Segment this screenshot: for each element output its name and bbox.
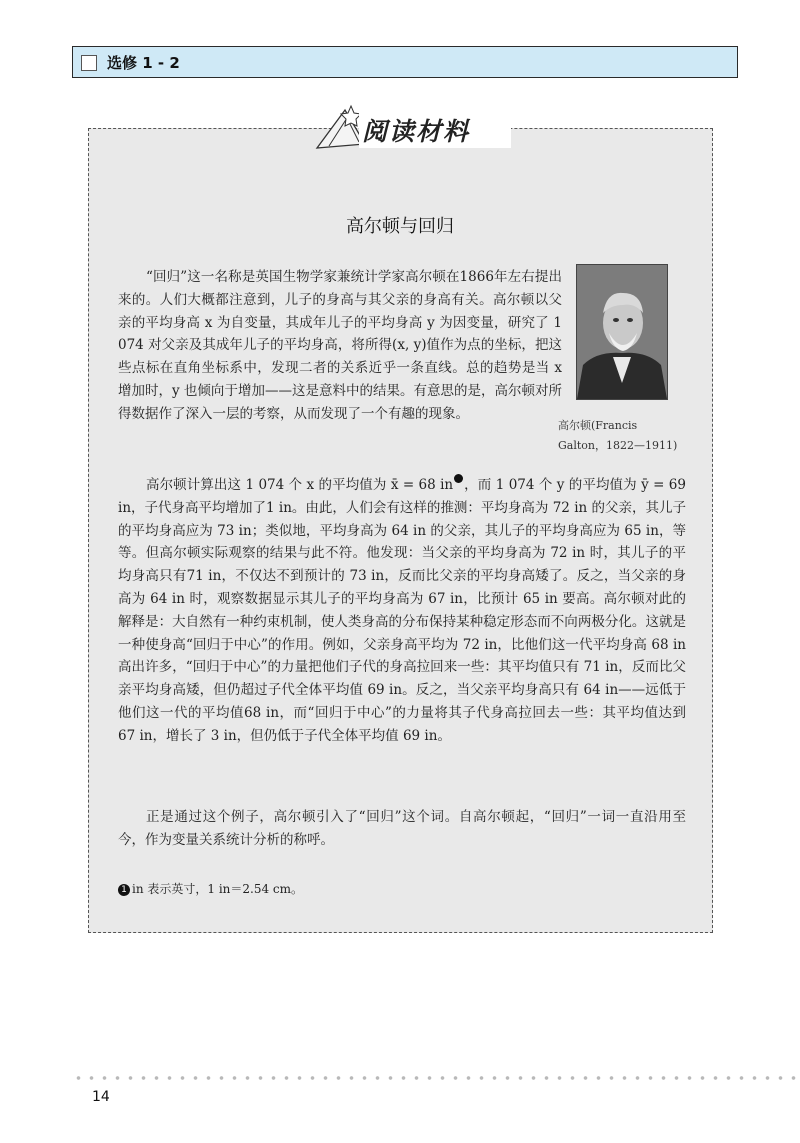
banner-title: 阅读材料: [362, 117, 471, 146]
header-square-icon: [81, 55, 97, 71]
header-bar: [72, 46, 738, 78]
portrait-caption: 高尔顿(Francis Galton，1822—1911): [558, 419, 678, 452]
footnote-marker: 1: [118, 884, 130, 896]
footnote: [118, 880, 303, 897]
galton-portrait: [576, 264, 668, 400]
article-title: 高尔顿与回归: [346, 216, 454, 237]
footer-dot-divider: [72, 1075, 800, 1081]
paragraph-2-start: 高尔顿计算出这 1 074 个 x 的平均值为 x̄ = 68 in: [146, 477, 454, 493]
header-label: 选修 1 - 2: [107, 54, 180, 72]
page-number: 14: [92, 1089, 110, 1105]
footnote-text: in 表示英寸，1 in＝2.54 cm。: [132, 882, 304, 896]
paragraph-2-rest: ，而 1 074 个 y 的平均值为 ȳ = 69 in，子代身高平均增加了1 in。由此，人们会有这样的推测：平均身高为 72 in 的父亲，其儿子的平均身高应为 73 in；类似地，平均身高为 64 in 的父亲，其儿子的平均身高应为 65 in，等等。但高尔顿实际观察的结果与此不符。他发现：当父亲的平均身高为 72 in 时，其儿子的平均身高只有71 in，不仅达不到预计的 73 in，反而比父亲的平均身高矮了。反之，当父亲的身高为 64 in 时，观察数据显示其儿子的平均身高为 67 in，比预计 65 in 要高。高尔顿对此的解释是：大自然有一种约束机制，使人类身高的分布保持某种稳定形态而不向两极分化。这就是一种使身高“回归于中心”的作用。例如，父亲身高平均为 72 in，比他们这一代平均身高 68 in 高出许多，“回归于中心”的力量把他们子代的身高拉回来一些：其平均值只有 71 in，反而比父亲平均身高矮，但仍超过子代全体平均值 69 in。反之，当父亲平均身高只有 64 in——远低于他们这一代的平均值68 in，而“回归于中心”的力量将其子代身高拉回去一些：其平均值达到 67 in，增长了 3 in，但仍低于子代全体平均值 69 in。: [118, 477, 686, 744]
paragraph-3: 正是通过这个例子，高尔顿引入了“回归”这个词。自高尔顿起，“回归”一词一直沿用至今，作为变量关系统计分析的称呼。: [118, 809, 686, 848]
paragraph-2: [118, 474, 686, 748]
footnote-ref-icon: [454, 474, 463, 483]
paragraph-1: “回归”这一名称是英国生物学家兼统计学家高尔顿在1866年左右提出来的。人们大概都注意到，儿子的身高与其父亲的身高有关。高尔顿以父亲的平均身高 x 为自变量，其成年儿子的平均身高 y 为因变量，研究了 1 074 对父亲及其成年儿子的平均身高，将所得(x, y)值作为点的坐标，把这些点标在直角坐标系中，发现二者的关系近乎一条直线。总的趋势是当 x 增加时，y 也倾向于增加——这是意料中的结果。有意思的是，高尔顿对所得数据作了深入一层的考察，从而发现了一个有趣的现象。: [118, 269, 562, 422]
